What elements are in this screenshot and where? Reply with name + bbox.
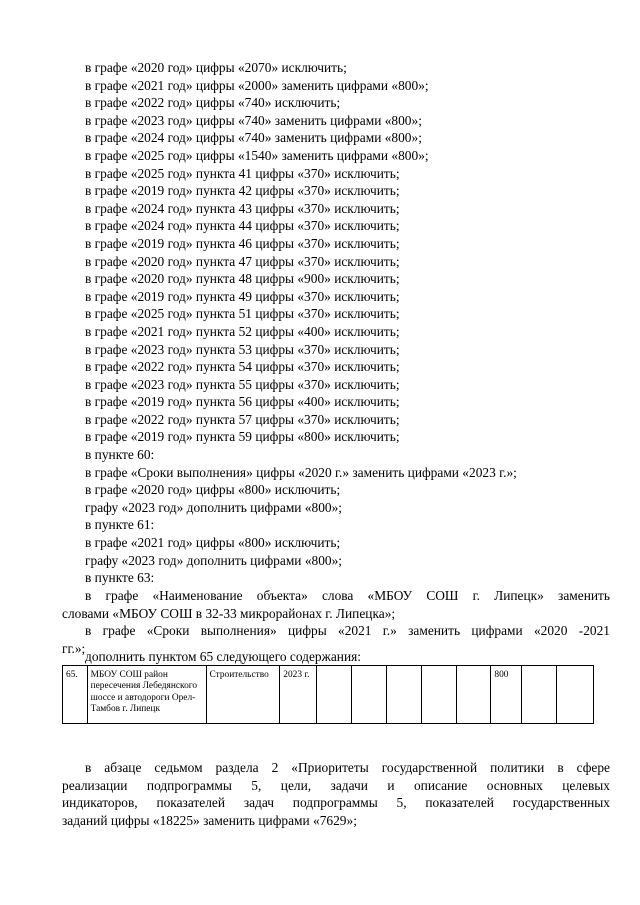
amendment-line: в графе «Сроки выполнения» цифры «2020 г.» заменить цифрами «2023 г.»;	[85, 464, 517, 480]
table-cell-empty	[456, 666, 491, 724]
paragraph-line: заданий цифры «18225» заменить цифрами «7629»;	[62, 812, 357, 828]
table-cell-number: 65.	[63, 666, 88, 724]
table-cell-empty	[386, 666, 421, 724]
table-cell-empty	[421, 666, 456, 724]
table-cell-empty	[317, 666, 352, 724]
amendment-line: в пункте 61:	[85, 517, 155, 533]
paragraph-point-63-name	[62, 587, 610, 622]
paragraph-line: дополнить пунктом 65 следующего содержания:	[85, 649, 362, 664]
paragraph-line: реализации подпрограммы 5, цели, задачи и описание основных целевых	[62, 777, 610, 793]
amendment-line: в графе «2023 год» пункта 53 цифры «370» исключить;	[85, 341, 400, 357]
amendment-line: в графе «2019 год» пункта 56 цифры «400» исключить;	[85, 394, 400, 410]
amendment-line: в графе «2024 год» цифры «740» заменить цифрами «800»;	[85, 130, 422, 146]
point-65-table	[62, 665, 594, 724]
amendment-line: в графе «2020 год» цифры «2070» исключить;	[85, 60, 347, 75]
amendment-line: в графе «2023 год» цифры «740» заменить цифрами «800»;	[85, 112, 422, 128]
add-point-65-line	[62, 648, 610, 666]
amendment-line: в графе «2019 год» пункта 49 цифры «370» исключить;	[85, 288, 400, 304]
amendment-lines	[62, 59, 610, 587]
table-cell-type: Строительство	[206, 666, 280, 724]
paragraph-line: в графе «Наименование объекта» слова «МБОУ СОШ г. Липецк» заменить	[85, 588, 610, 603]
paragraph-section-2	[62, 759, 610, 829]
amendment-line: в графе «2019 год» пункта 46 цифры «370» исключить;	[85, 235, 400, 251]
amendment-line: в графе «2025 год» пункта 51 цифры «370» исключить;	[85, 306, 400, 322]
amendment-line: в графе «2025 год» пункта 41 цифры «370» исключить;	[85, 165, 400, 181]
amendment-line: в графе «2019 год» пункта 59 цифры «800» исключить;	[85, 429, 400, 445]
amendment-line: в графе «2023 год» пункта 55 цифры «370» исключить;	[85, 376, 400, 392]
table-cell-empty	[557, 666, 594, 724]
amendment-line: в графе «2022 год» цифры «740» исключить;	[85, 95, 341, 111]
paragraph-line: словами «МБОУ СОШ в 32-33 микрорайонах г. Липецка»;	[62, 605, 396, 621]
amendment-line: в графе «2021 год» пункта 52 цифры «400» исключить;	[85, 323, 400, 339]
table-cell-value-2023: 800	[491, 666, 522, 724]
table-cell-name: МБОУ СОШ район пересечения Лебедянского шоссе и автодороги Орел-Тамбов г. Липецк	[87, 666, 206, 724]
table-cell-empty	[352, 666, 387, 724]
amendment-line: в пункте 60:	[85, 447, 155, 463]
paragraph-line: индикаторов, показателей задач подпрограммы 5, показателей государственных	[62, 795, 610, 811]
amendment-line: графу «2023 год» дополнить цифрами «800»;	[85, 499, 343, 515]
amendment-line: в графе «2025 год» цифры «1540» заменить цифрами «800»;	[85, 147, 429, 163]
amendment-line: в графе «2020 год» пункта 47 цифры «370» исключить;	[85, 253, 400, 269]
amendment-line: в графе «2019 год» пункта 42 цифры «370» исключить;	[85, 183, 400, 199]
table-cell-period: 2023 г.	[280, 666, 317, 724]
paragraph-line: в абзаце седьмом раздела 2 «Приоритеты государственной политики в сфере	[85, 760, 610, 775]
amendment-line: в графе «2020 год» пункта 48 цифры «900» исключить;	[85, 271, 400, 287]
paragraph-line: гг.»;	[62, 640, 86, 656]
amendment-line: в графе «2021 год» цифры «800» исключить;	[85, 535, 341, 551]
amendment-line: в графе «2020 год» цифры «800» исключить;	[85, 482, 341, 498]
amendment-line: графу «2023 год» дополнить цифрами «800»;	[85, 552, 343, 568]
paragraph-line: в графе «Сроки выполнения» цифры «2021 г.» заменить цифрами «2020 -2021	[85, 623, 610, 638]
amendment-line: в графе «2022 год» пункта 57 цифры «370» исключить;	[85, 411, 400, 427]
amendment-line: в графе «2021 год» цифры «2000» заменить цифрами «800»;	[85, 77, 429, 93]
table-row	[63, 666, 594, 724]
table-cell-empty	[522, 666, 557, 724]
amendment-line: в графе «2024 год» пункта 44 цифры «370» исключить;	[85, 218, 400, 234]
amendment-line: в графе «2024 год» пункта 43 цифры «370» исключить;	[85, 200, 400, 216]
amendment-line: в пункте 63:	[85, 570, 155, 586]
amendment-line: в графе «2022 год» пункта 54 цифры «370» исключить;	[85, 359, 400, 375]
